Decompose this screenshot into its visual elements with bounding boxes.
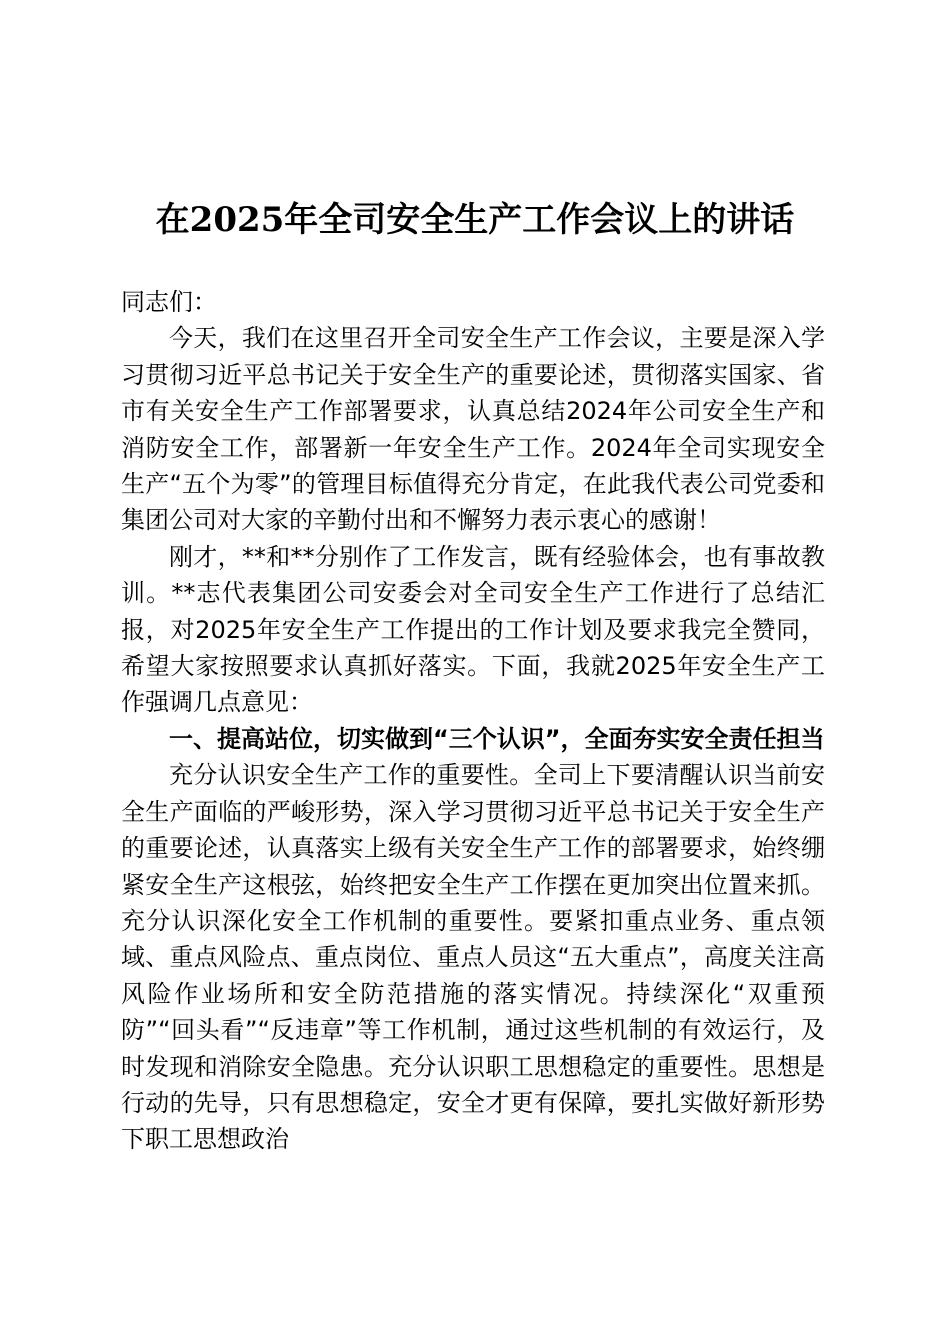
section-heading: 一、提高站位，切实做到“三个认识”，全面夯实安全责任担当 bbox=[169, 724, 825, 753]
section-paragraph: 充分认识安全生产工作的重要性。全司上下要清醒认识当前安全生产面临的严峻形势，深入学习贯彻习近平总书记关于安全生产的重要论述，认真落实上级有关安全生产工作的部署要求，始终绷紧安全生产这根弦，始终把安全生产工作摆在更加突出位置来抓。充分认识深化安全工作机制的重要性。要紧扣重点业务、重点领域、重点风险点、重点岗位、重点人员这“五大重点”，高度关注高风险作业场所和安全防范措施的落实情况。持续深化“双重预防”“回头看”“反违章”等工作机制，通过这些机制的有效运行，及时发现和消除安全隐患。充分认识职工思想稳定的重要性。思想是行动的先导，只有思想稳定，安全才更有保障，要扎实做好新形势下职工思想政治 bbox=[121, 761, 825, 1154]
salutation: 同志们： bbox=[121, 288, 217, 316]
document-body bbox=[121, 284, 825, 1158]
paragraph-opening: 今天，我们在这里召开全司安全生产工作会议，主要是深入学习贯彻习近平总书记关于安全生产的重要论述，贯彻落实国家、省市有关安全生产工作部署要求，认真总结2024年公司安全生产和消防安全工作，部署新一年安全生产工作。2024年全司实现安全生产“五个为零”的管理目标值得充分肯定，在此我代表公司党委和集团公司对大家的辛勤付出和不懈努力表示衷心的感谢！ bbox=[121, 324, 825, 535]
document-title: 在2025年全司安全生产工作会议上的讲话 bbox=[155, 200, 795, 240]
paragraph-transition: 刚才，**和**分别作了工作发言，既有经验体会，也有事故教训。**志代表集团公司安委会对全司安全生产工作进行了总结汇报，对2025年安全生产工作提出的工作计划及要求我完全赞同，希望大家按照要求认真抓好落实。下面，我就2025年安全生产工作强调几点意见： bbox=[121, 542, 825, 717]
